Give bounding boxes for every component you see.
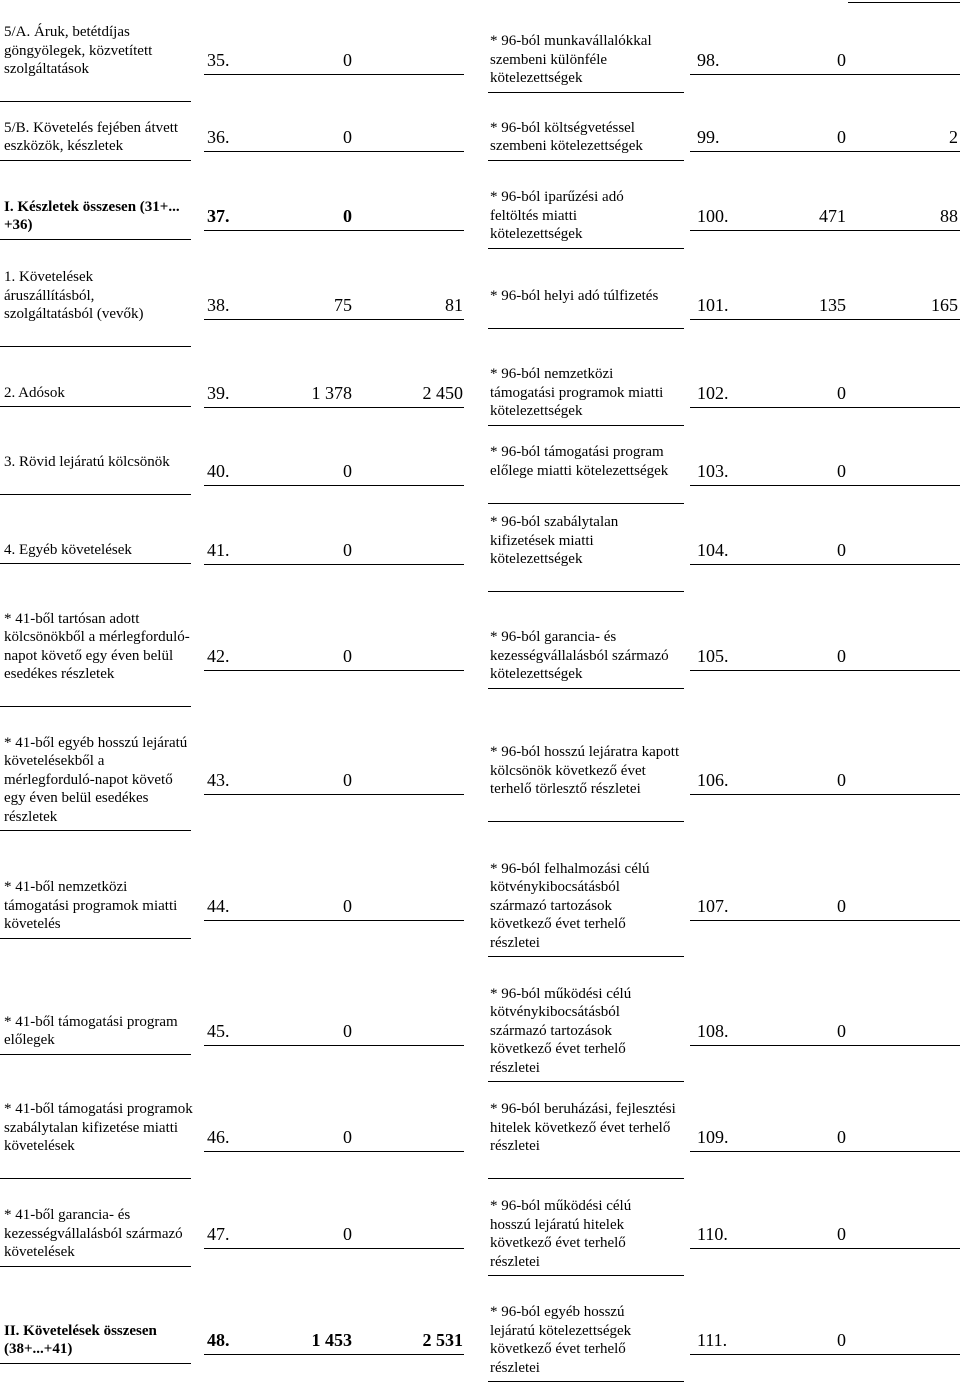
- right-label-underline: [488, 160, 684, 161]
- right-label-underline: [488, 248, 684, 249]
- right-label-underline: [488, 591, 684, 592]
- left-row-label: I. Készletek összesen (31+... +36): [4, 198, 180, 233]
- left-row-code: 39.: [207, 383, 230, 403]
- left-value-underline: [204, 1248, 464, 1249]
- left-row-label: 5/B. Követelés fejében átvett eszközök, készletek: [4, 119, 179, 154]
- top-rule: [848, 2, 960, 3]
- left-row-code: 44.: [207, 896, 230, 916]
- left-label-underline: [0, 346, 191, 347]
- right-row-value-1: 0: [837, 1021, 846, 1041]
- right-label-underline: [488, 328, 684, 329]
- left-value-underline: [204, 564, 464, 565]
- right-value-underline: [690, 407, 960, 408]
- right-row-code: 100.: [697, 206, 729, 226]
- left-row-code: 47.: [207, 1224, 230, 1244]
- left-row-value-1: 0: [343, 50, 352, 70]
- right-row-value-1: 0: [837, 770, 846, 790]
- left-value-underline: [204, 151, 464, 152]
- right-row-code: 107.: [697, 896, 729, 916]
- left-value-underline: [204, 1354, 464, 1355]
- right-value-underline: [690, 485, 960, 486]
- left-row-value-1: 0: [343, 461, 352, 481]
- right-row-label: * 96-ból felhalmozási célú kötvénykibocsátásból származó tartozások következő évet terhelő részletei: [490, 860, 650, 951]
- right-row-label: * 96-ból garancia- és kezességvállalásból származó kötelezettségek: [490, 629, 669, 683]
- left-row-value-1: 0: [343, 540, 352, 560]
- left-row-label: 3. Rövid lejáratú kölcsönök: [4, 453, 170, 470]
- left-row-label: * 41-ből nemzetközi támogatási programok miatti követelés: [4, 879, 178, 933]
- left-row-code: 41.: [207, 540, 230, 560]
- left-value-underline: [204, 670, 464, 671]
- right-row-value-1: 0: [837, 1127, 846, 1147]
- left-label-underline: [0, 706, 191, 707]
- right-row-value-1: 0: [837, 50, 846, 70]
- left-value-underline: [204, 407, 464, 408]
- left-row-value-2: 2 531: [422, 1330, 463, 1350]
- left-label-underline: [0, 406, 191, 407]
- right-row-label: * 96-ból iparűzési adó feltöltés miatti kötelezettségek: [490, 189, 624, 243]
- right-row-code: 102.: [697, 383, 729, 403]
- left-row-label: * 41-ből tartósan adott kölcsönökből a mérlegforduló-napot követő egy éven belül esedékes részletek: [4, 610, 190, 683]
- right-row-value-1: 0: [837, 646, 846, 666]
- left-row-code: 35.: [207, 50, 230, 70]
- left-row-label: 1. Követelések áruszállításból, szolgáltatásból (vevők): [4, 269, 144, 322]
- right-row-label: * 96-ból beruházási, fejlesztési hitelek következő évet terhelő részletei: [490, 1101, 676, 1154]
- right-value-underline: [690, 74, 960, 75]
- right-row-code: 105.: [697, 646, 729, 666]
- right-value-underline: [690, 1151, 960, 1152]
- right-value-underline: [690, 564, 960, 565]
- right-row-value-1: 135: [819, 295, 846, 315]
- right-row-value-1: 0: [837, 383, 846, 403]
- right-row-label: * 96-ból költségvetéssel szembeni kötelezettségek: [490, 119, 643, 154]
- left-row-value-1: 0: [343, 127, 352, 147]
- left-row-value-1: 1 378: [311, 383, 352, 403]
- right-row-value-1: 471: [819, 206, 846, 226]
- right-label-underline: [488, 956, 684, 957]
- right-row-value-1: 0: [837, 896, 846, 916]
- left-row-label: 5/A. Áruk, betétdíjas göngyölegek, közvetített szolgáltatások: [4, 24, 153, 77]
- left-row-code: 48.: [207, 1330, 230, 1350]
- left-row-code: 46.: [207, 1127, 230, 1147]
- right-label-underline: [488, 425, 684, 426]
- right-value-underline: [690, 1354, 960, 1355]
- right-label-underline: [488, 1381, 684, 1382]
- right-row-code: 103.: [697, 461, 729, 481]
- left-row-code: 37.: [207, 206, 230, 226]
- left-row-value-1: 75: [334, 295, 352, 315]
- left-value-underline: [204, 920, 464, 921]
- right-row-label: * 96-ból helyi adó túlfizetés: [490, 287, 659, 304]
- left-value-underline: [204, 485, 464, 486]
- right-row-code: 110.: [697, 1224, 728, 1244]
- left-row-label: II. Követelések összesen (38+...+41): [4, 1322, 157, 1357]
- left-row-value-1: 0: [343, 206, 352, 226]
- left-label-underline: [0, 1178, 191, 1179]
- left-value-underline: [204, 319, 464, 320]
- right-row-value-1: 0: [837, 1224, 846, 1244]
- right-row-value-1: 0: [837, 461, 846, 481]
- right-row-code: 108.: [697, 1021, 729, 1041]
- right-value-underline: [690, 670, 960, 671]
- right-row-label: * 96-ból hosszú lejáratra kapott kölcsönök következő évet terhelő törlesztő részletei: [490, 744, 680, 797]
- right-label-underline: [488, 1178, 684, 1179]
- right-value-underline: [690, 1045, 960, 1046]
- left-value-underline: [204, 1151, 464, 1152]
- left-row-label: 2. Adósok: [4, 384, 65, 401]
- left-row-label: * 41-ből garancia- és kezességvállalásból származó követelések: [4, 1207, 183, 1261]
- left-row-code: 42.: [207, 646, 230, 666]
- left-row-label: 4. Egyéb követelések: [4, 541, 132, 558]
- left-label-underline: [0, 938, 191, 939]
- right-value-underline: [690, 319, 960, 320]
- right-value-underline: [690, 151, 960, 152]
- right-row-value-2: 88: [940, 206, 958, 226]
- right-label-underline: [488, 92, 684, 93]
- left-value-underline: [204, 230, 464, 231]
- left-row-value-1: 0: [343, 770, 352, 790]
- right-value-underline: [690, 920, 960, 921]
- left-row-value-1: 0: [343, 646, 352, 666]
- right-row-value-1: 0: [837, 127, 846, 147]
- left-row-label: * 41-ből egyéb hosszú lejáratú követelésekből a mérlegforduló-napot követő egy éven belül esedékes részletek: [4, 734, 188, 825]
- right-row-label: * 96-ból munkavállalókkal szembeni különféle kötelezettségek: [490, 33, 652, 87]
- right-row-code: 111.: [697, 1330, 728, 1350]
- right-row-code: 109.: [697, 1127, 729, 1147]
- left-row-value-1: 0: [343, 1021, 352, 1041]
- right-value-underline: [690, 1248, 960, 1249]
- left-row-code: 43.: [207, 770, 230, 790]
- right-label-underline: [488, 503, 684, 504]
- right-row-label: * 96-ból támogatási program előlege miatti kötelezettségek: [490, 444, 669, 479]
- right-row-value-1: 0: [837, 1330, 846, 1350]
- right-row-code: 98.: [697, 50, 720, 70]
- right-label-underline: [488, 1275, 684, 1276]
- left-row-code: 45.: [207, 1021, 230, 1041]
- right-row-label: * 96-ból működési célú kötvénykibocsátásból származó tartozások következő évet terhelő részletei: [490, 985, 632, 1076]
- left-row-value-2: 81: [445, 295, 463, 315]
- right-row-code: 106.: [697, 770, 729, 790]
- left-row-value-1: 0: [343, 896, 352, 916]
- right-row-code: 99.: [697, 127, 720, 147]
- left-label-underline: [0, 1363, 191, 1364]
- left-label-underline: [0, 160, 191, 161]
- right-value-underline: [690, 230, 960, 231]
- left-row-value-2: 2 450: [422, 383, 463, 403]
- left-value-underline: [204, 794, 464, 795]
- left-label-underline: [0, 494, 191, 495]
- left-row-code: 38.: [207, 295, 230, 315]
- left-label-underline: [0, 239, 191, 240]
- left-value-underline: [204, 74, 464, 75]
- right-row-label: * 96-ból egyéb hosszú lejáratú kötelezettségek következő évet terhelő részletei: [490, 1304, 632, 1376]
- left-label-underline: [0, 1266, 191, 1267]
- left-row-value-1: 0: [343, 1224, 352, 1244]
- right-value-underline: [690, 794, 960, 795]
- right-row-label: * 96-ból nemzetközi támogatási programok miatti kötelezettségek: [490, 366, 664, 420]
- right-row-label: * 96-ból működési célú hosszú lejáratú hitelek következő évet terhelő részletei: [490, 1198, 632, 1270]
- right-row-label: * 96-ból szabálytalan kifizetések miatti kötelezettségek: [490, 514, 619, 567]
- right-label-underline: [488, 688, 684, 689]
- right-row-value-2: 165: [931, 295, 958, 315]
- left-row-value-1: 0: [343, 1127, 352, 1147]
- right-row-value-2: 2: [949, 127, 958, 147]
- left-label-underline: [0, 830, 191, 831]
- right-row-value-1: 0: [837, 540, 846, 560]
- left-row-label: * 41-ből támogatási programok szabálytalan kifizetése miatti követelések: [4, 1101, 193, 1154]
- left-row-value-1: 1 453: [311, 1330, 352, 1350]
- left-row-label: * 41-ből támogatási program előlegek: [4, 1013, 178, 1048]
- left-value-underline: [204, 1045, 464, 1046]
- left-label-underline: [0, 101, 191, 102]
- left-row-code: 40.: [207, 461, 230, 481]
- left-label-underline: [0, 563, 191, 564]
- right-row-code: 101.: [697, 295, 729, 315]
- left-label-underline: [0, 1054, 191, 1055]
- right-label-underline: [488, 1081, 684, 1082]
- right-row-code: 104.: [697, 540, 729, 560]
- right-label-underline: [488, 821, 684, 822]
- left-row-code: 36.: [207, 127, 230, 147]
